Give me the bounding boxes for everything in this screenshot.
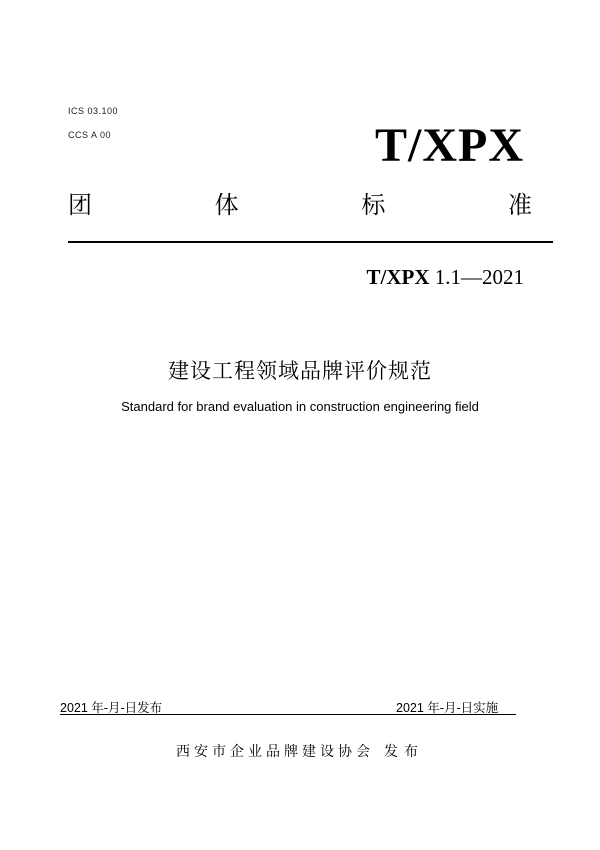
ics-code: ICS 03.100 xyxy=(68,106,119,116)
publisher-line xyxy=(0,741,600,761)
standard-type-char: 标 xyxy=(361,191,386,219)
standard-code-large: T/XPX xyxy=(375,119,524,172)
standard-type-row xyxy=(68,185,532,220)
standard-type-char: 体 xyxy=(214,191,239,219)
standard-number-value: 1.1—2021 xyxy=(434,265,524,289)
title-english: Standard for brand evaluation in construction engineering field xyxy=(121,399,479,414)
implement-date: 2021 年-月-日实施 xyxy=(396,701,499,715)
standard-type-char: 团 xyxy=(68,191,92,219)
standard-number-prefix: T/XPX xyxy=(366,265,430,289)
standard-type-char: 准 xyxy=(507,191,532,219)
standard-number xyxy=(367,265,525,290)
footer-divider xyxy=(60,714,516,715)
ccs-code: CCS A 00 xyxy=(68,130,112,140)
publisher-name: 西安市企业品牌建设协会 xyxy=(176,744,374,760)
header-divider xyxy=(68,241,553,243)
publisher-action: 发布 xyxy=(384,744,424,760)
title-chinese: 建设工程领域品牌评价规范 xyxy=(168,359,432,383)
issue-date: 2021 年-月-日发布 xyxy=(60,701,163,715)
